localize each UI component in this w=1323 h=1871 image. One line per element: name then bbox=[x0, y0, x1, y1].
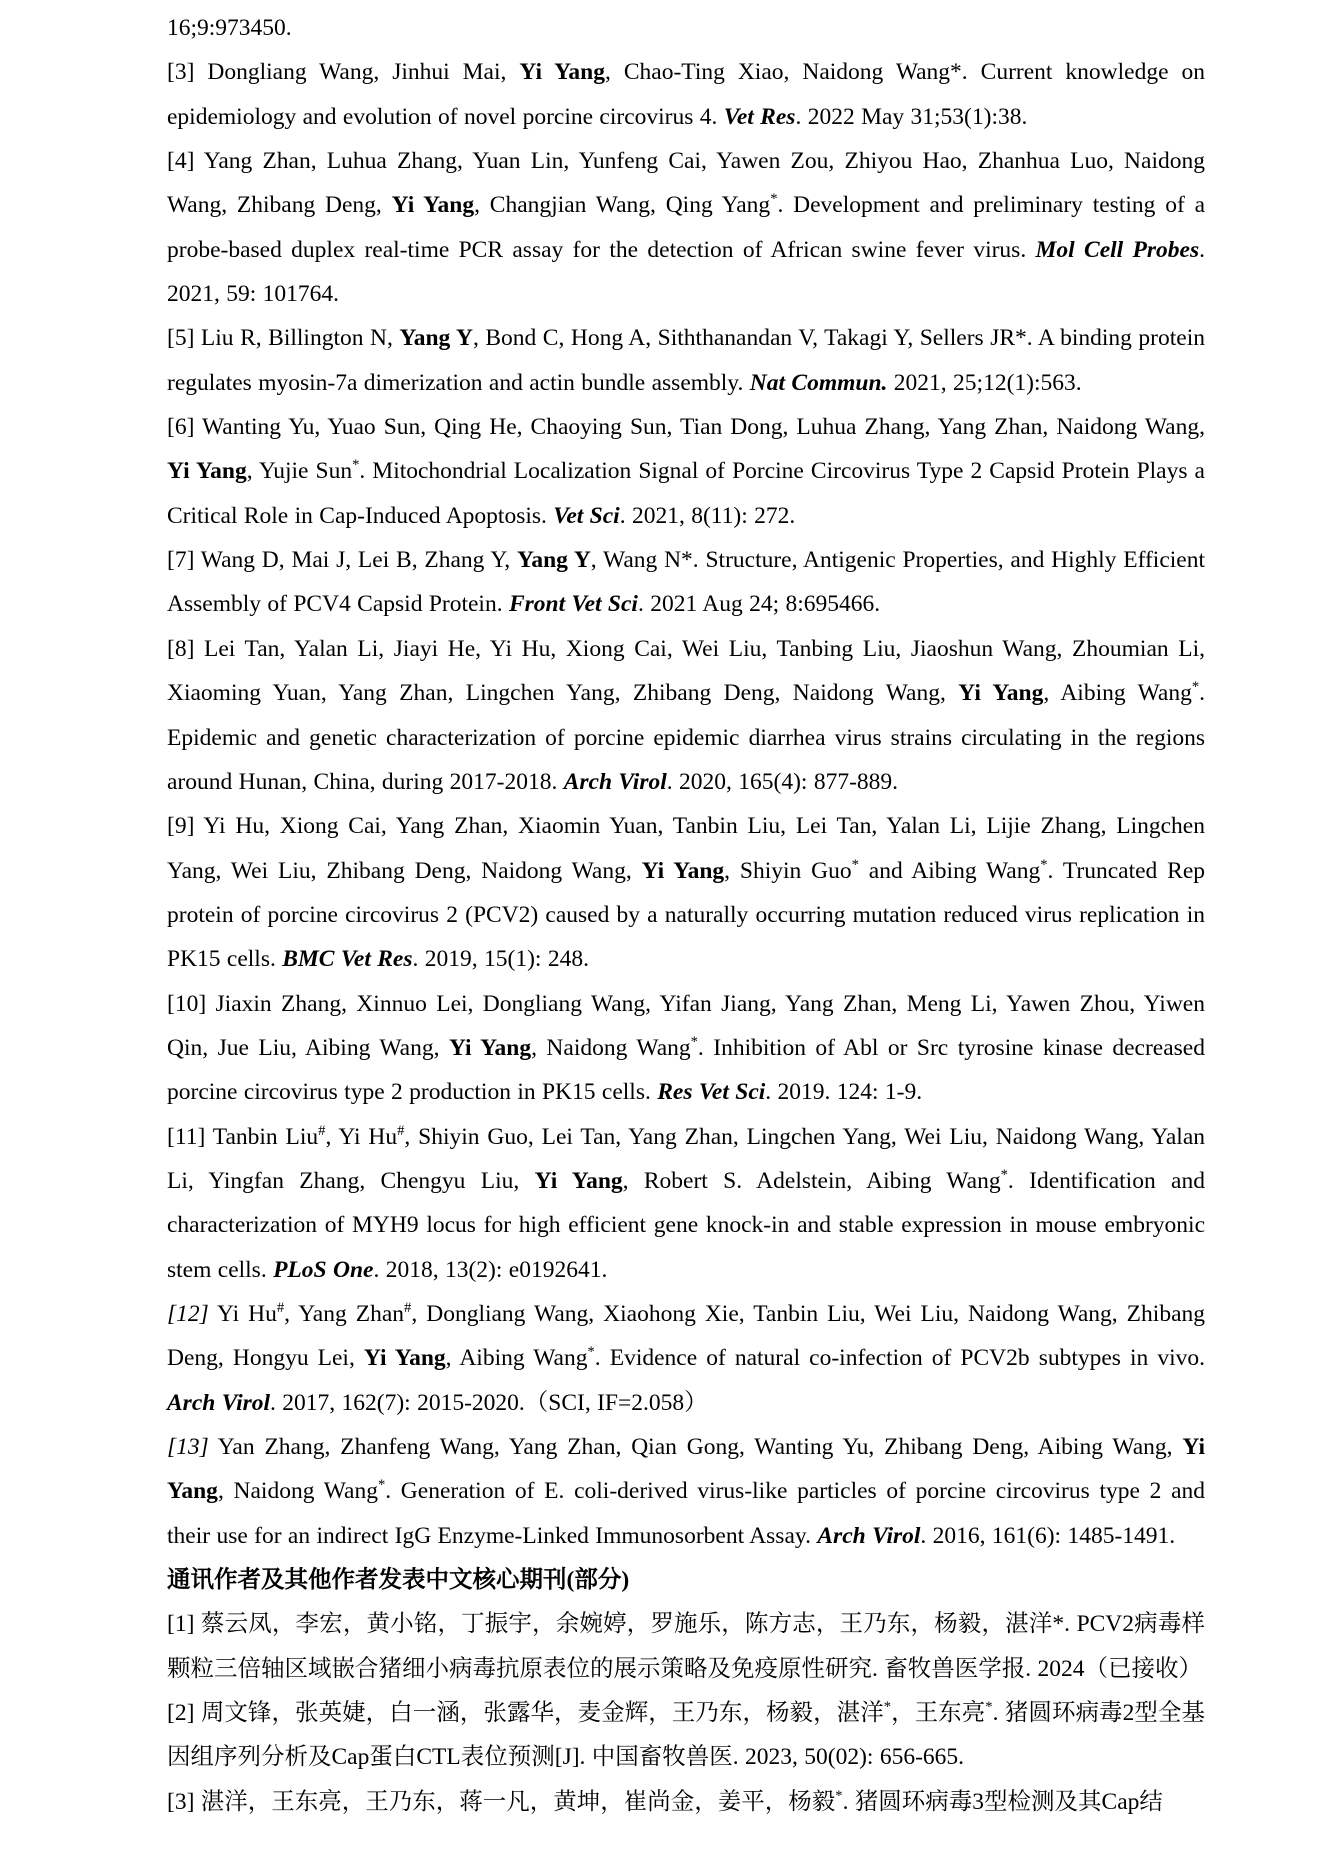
text-segment: . 2018, 13(2): e0192641. bbox=[373, 1256, 608, 1283]
reference-entry bbox=[167, 627, 1205, 804]
text-segment: [2] 周文锋，张英婕，白一涵，张露华，麦金辉，王乃东，杨毅，湛洋 bbox=[167, 1700, 884, 1727]
reference-entry bbox=[167, 50, 1205, 139]
text-segment: [6] Wanting Yu, Yuao Sun, Qing He, Chaoying Sun, Tian Dong, Luhua Zhang, Yang Zhan, Naidong Wang, bbox=[167, 414, 1205, 441]
text-segment: , Bond C, Hong A, Siththanandan V, Takagi Y, Sellers JR*. A binding protein regulates myosin-7a dimerization and actin bundle assembly. bbox=[167, 325, 1205, 396]
text-segment: Yan Zhang, Zhanfeng Wang, Yang Zhan, Qian Gong, Wanting Yu, Zhibang Deng, Aibing Wang, bbox=[208, 1434, 1183, 1460]
text-segment: Arch Virol bbox=[817, 1522, 921, 1549]
text-segment: Yi Yang bbox=[958, 680, 1044, 707]
text-segment: , Wang N*. Structure, Antigenic Properties, and Highly Efficient Assembly of PCV4 Capsid Protein. bbox=[167, 547, 1205, 618]
text-segment: [1] 蔡云凤，李宏，黄小铭，丁振宇，余婉婷，罗施乐，陈方志，王乃东，杨毅，湛洋*. PCV2病毒样颗粒三倍轴区域嵌合猪细小病毒抗原表位的展示策略及免疫原性研究. 畜牧兽医学报. 2024（已接收） bbox=[167, 1611, 1205, 1682]
text-segment: . 2019. 124: 1-9. bbox=[765, 1079, 923, 1106]
text-segment: [3] 湛洋，王东亮，王乃东，蒋一凡，黄坤，崔尚金，姜平，杨毅 bbox=[167, 1788, 836, 1815]
text-segment: * bbox=[770, 191, 778, 208]
text-segment: . 2016, 161(6): 1485-1491. bbox=[920, 1522, 1176, 1549]
text-segment: 2021, 25;12(1):563. bbox=[887, 369, 1082, 396]
text-segment: * bbox=[690, 1034, 698, 1051]
text-segment: . 2021, 8(11): 272. bbox=[619, 502, 796, 529]
reference-entry bbox=[167, 1292, 1205, 1425]
text-segment: . Generation of E. coli-derived virus-like particles of porcine circovirus type 2 and their use for an indirect IgG Enzyme-Linked Immunosorbent Assay. bbox=[167, 1478, 1205, 1549]
text-segment: . 猪圆环病毒3型检测及其Cap结 bbox=[842, 1788, 1163, 1815]
reference-continuation-line: 16;9:973450. bbox=[167, 15, 292, 41]
text-segment: , Yang Zhan bbox=[284, 1300, 405, 1327]
text-segment: # bbox=[397, 1122, 405, 1139]
text-segment: Vet Sci bbox=[553, 502, 620, 529]
text-segment: # bbox=[404, 1300, 412, 1317]
reference-entry bbox=[167, 982, 1205, 1115]
text-segment: Arch Virol bbox=[563, 768, 667, 795]
text-segment: # bbox=[276, 1300, 285, 1317]
text-segment: . 2019, 15(1): 248. bbox=[412, 946, 589, 973]
text-segment: . Evidence of natural co-infection of PCV2b subtypes in vivo. bbox=[594, 1345, 1206, 1372]
text-segment: . 2017, 162(7): 2015-2020.（SCI, IF=2.058） bbox=[270, 1389, 708, 1416]
text-segment: Yi Yang bbox=[519, 59, 606, 86]
chinese-reference-list bbox=[167, 1602, 1205, 1824]
text-segment: . 2020, 165(4): 877-889. bbox=[666, 768, 899, 795]
reference-entry bbox=[167, 1115, 1205, 1292]
text-segment: . 猪圆环病毒2型全基因组序列分析及Cap蛋白CTL表位预测[J]. 中国畜牧兽医. 2023, 50(02): 656-665. bbox=[167, 1700, 1206, 1771]
text-segment: . Epidemic and genetic characterization of porcine epidemic diarrhea virus strains circulating in the regions around Hunan, China, during 2017-2018. bbox=[167, 680, 1205, 795]
text-segment: , Aibing Wang bbox=[445, 1345, 588, 1372]
text-segment: * bbox=[985, 1699, 993, 1716]
reference-entry bbox=[167, 405, 1205, 538]
text-segment: BMC Vet Res bbox=[282, 946, 413, 973]
text-segment: PLoS One bbox=[273, 1256, 374, 1283]
reference-entry bbox=[167, 538, 1205, 627]
text-segment: Yi Yang bbox=[167, 458, 247, 485]
text-segment: # bbox=[318, 1122, 326, 1139]
text-segment: [3] Dongliang Wang, Jinhui Mai, bbox=[167, 59, 520, 86]
reference-entry bbox=[167, 139, 1205, 316]
text-segment: . 2022 May 31;53(1):38. bbox=[795, 103, 1028, 130]
english-reference-list bbox=[167, 50, 1205, 1558]
text-segment: and Aibing Wang bbox=[858, 857, 1041, 884]
text-segment: Res Vet Sci bbox=[657, 1079, 766, 1106]
text-segment: * bbox=[883, 1699, 892, 1716]
text-segment: , Dongliang Wang, Xiaohong Xie, Tanbin Liu, Wei Liu, Naidong Wang, Zhibang Deng, Hongyu Lei, bbox=[167, 1300, 1206, 1372]
text-segment: Yi Yang bbox=[363, 1345, 446, 1372]
text-segment: [13] bbox=[167, 1434, 209, 1460]
text-segment: * bbox=[835, 1787, 843, 1804]
text-segment: * bbox=[851, 856, 859, 873]
text-segment: , Naidong Wang bbox=[217, 1478, 378, 1505]
reference-entry bbox=[167, 1425, 1205, 1558]
text-segment: Vet Res bbox=[723, 103, 796, 130]
text-segment: * bbox=[377, 1477, 386, 1494]
text-segment: . Development and preliminary testing of a probe-based duplex real-time PCR assay for the detection of African swine fever virus. bbox=[167, 192, 1206, 263]
text-segment: . Inhibition of Abl or Src tyrosine kinase decreased porcine circovirus type 2 production in PK15 cells. bbox=[167, 1034, 1205, 1106]
text-segment: , Naidong Wang bbox=[531, 1034, 691, 1061]
text-segment: . 2021 Aug 24; 8:695466. bbox=[637, 591, 881, 618]
text-segment: Arch Virol bbox=[167, 1389, 271, 1416]
text-segment: [9] Yi Hu, Xiong Cai, Yang Zhan, Xiaomin Yuan, Tanbin Liu, Lei Tan, Yalan Li, Lijie Zhang, Lingchen Yang, Wei Liu, Zhibang Deng, Naidong Wang, bbox=[167, 813, 1205, 884]
text-segment: [5] Liu R, Billington N, bbox=[167, 325, 400, 352]
text-segment: Yang Y bbox=[399, 325, 473, 352]
text-segment: , Changjian Wang, Qing Yang bbox=[474, 192, 771, 219]
text-segment: Front Vet Sci bbox=[508, 591, 638, 618]
text-segment: . 2021, 59: 101764. bbox=[167, 236, 1205, 308]
reference-entry bbox=[167, 1691, 1205, 1780]
reference-entry bbox=[167, 1602, 1205, 1691]
text-segment: * bbox=[352, 457, 360, 474]
text-segment: Yi Yang bbox=[448, 1034, 532, 1061]
text-segment: * bbox=[1000, 1167, 1008, 1184]
text-segment: , Robert S. Adelstein, Aibing Wang bbox=[622, 1167, 1001, 1194]
text-segment: , Yujie Sun bbox=[246, 458, 353, 485]
text-segment: , Aibing Wang bbox=[1043, 680, 1192, 707]
text-segment: * bbox=[1040, 856, 1048, 873]
text-segment: . Identification and characterization of MYH9 locus for high efficient gene knock-in and stable expression in mouse embryonic stem cells. bbox=[167, 1167, 1205, 1283]
text-segment: * bbox=[587, 1344, 595, 1361]
text-segment: [12] bbox=[167, 1300, 209, 1327]
reference-entry bbox=[167, 1780, 1205, 1824]
text-segment: , Chao-Ting Xiao, Naidong Wang*. Current knowledge on epidemiology and evolution of novel porcine circovirus 4. bbox=[167, 59, 1205, 130]
text-segment: Yi Yang bbox=[641, 857, 725, 884]
text-segment: Yi Yang bbox=[167, 1434, 1205, 1505]
text-segment: ，王东亮 bbox=[891, 1700, 986, 1727]
text-segment: [7] Wang D, Mai J, Lei B, Zhang Y, bbox=[167, 547, 517, 574]
text-segment: Yi Yang bbox=[534, 1167, 623, 1194]
text-segment: Yang Y bbox=[516, 547, 591, 574]
text-segment: [8] Lei Tan, Yalan Li, Jiayi He, Yi Hu, Xiong Cai, Wei Liu, Tanbing Liu, Jiaoshun Wang, Zhoumian Li, Xiaoming Yuan, Yang Zhan, Lingchen Yang, Zhibang Deng, Naidong Wang, bbox=[167, 635, 1205, 707]
text-segment: * bbox=[1191, 679, 1200, 696]
text-segment: Mol Cell Probes bbox=[1035, 236, 1200, 263]
text-segment: , Yi Hu bbox=[325, 1123, 398, 1150]
text-segment: , Shiyin Guo, Lei Tan, Yang Zhan, Lingchen Yang, Wei Liu, Naidong Wang, Yalan Li, Yingfan Zhang, Chengyu Liu, bbox=[167, 1123, 1206, 1194]
text-segment: Yi Yang bbox=[391, 192, 475, 219]
text-segment: . Mitochondrial Localization Signal of Porcine Circovirus Type 2 Capsid Protein Plays a Critical Role in Cap-Induced Apoptosis. bbox=[167, 458, 1205, 529]
text-segment: [10] Jiaxin Zhang, Xinnuo Lei, Dongliang Wang, Yifan Jiang, Yang Zhan, Meng Li, Yawen Zhou, Yiwen Qin, Jue Liu, Aibing Wang, bbox=[167, 990, 1205, 1061]
text-segment: [11] Tanbin Liu bbox=[167, 1123, 319, 1150]
text-segment: [4] Yang Zhan, Luhua Zhang, Yuan Lin, Yunfeng Cai, Yawen Zou, Zhiyou Hao, Zhanhua Luo, Naidong Wang, Zhibang Deng, bbox=[167, 148, 1205, 219]
reference-entry bbox=[167, 804, 1205, 981]
chinese-journal-section-heading: 通讯作者及其他作者发表中文核心期刊(部分) bbox=[167, 1567, 630, 1594]
text-segment: . Truncated Rep protein of porcine circovirus 2 (PCV2) caused by a naturally occurring mutation reduced virus replication in PK15 cells. bbox=[167, 857, 1206, 973]
text-segment: Yi Hu bbox=[208, 1300, 277, 1327]
text-segment: , Shiyin Guo bbox=[724, 857, 852, 884]
text-segment: Nat Commun. bbox=[749, 369, 888, 396]
reference-entry bbox=[167, 316, 1205, 405]
